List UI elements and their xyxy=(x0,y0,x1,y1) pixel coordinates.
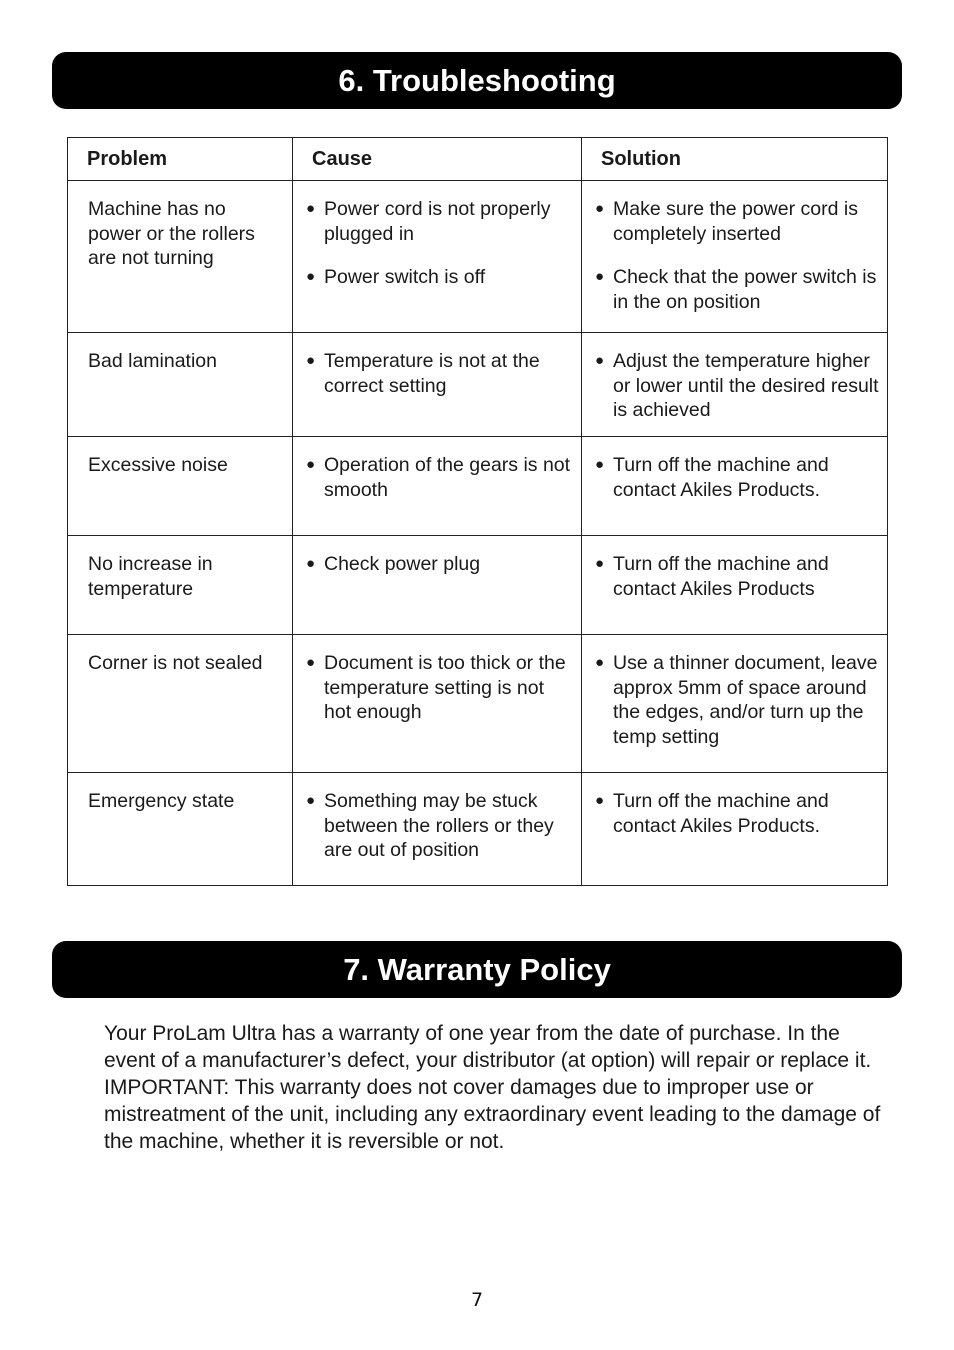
column-header-problem: Problem xyxy=(68,138,293,181)
solution-cell xyxy=(582,181,888,333)
problem-cell: Emergency state xyxy=(68,773,293,886)
cause-item: ● Document is too thick or the temperature setting is not hot enough xyxy=(306,651,573,725)
solution-cell xyxy=(582,437,888,536)
page-number: 7 xyxy=(470,1289,484,1311)
solution-item: ● Adjust the temperature higher or lower until the desired result is achieved xyxy=(595,349,879,423)
solution-cell xyxy=(582,635,888,773)
problem-cell: Excessive noise xyxy=(68,437,293,536)
cause-cell xyxy=(293,333,582,437)
table-row xyxy=(68,333,888,437)
column-header-cause: Cause xyxy=(293,138,582,181)
warranty-section-title: 7. Warranty Policy xyxy=(52,941,902,998)
solution-cell xyxy=(582,773,888,886)
solution-cell xyxy=(582,536,888,635)
cause-item: ● Power switch is off xyxy=(306,265,573,290)
solution-cell xyxy=(582,333,888,437)
cause-item: ● Temperature is not at the correct setting xyxy=(306,349,573,398)
cause-item: ● Something may be stuck between the rollers or they are out of position xyxy=(306,789,573,863)
problem-cell: Machine has no power or the rollers are not turning xyxy=(68,181,293,333)
solution-item: ● Use a thinner document, leave approx 5mm of space around the edges, and/or turn up the temp setting xyxy=(595,651,879,749)
table-row xyxy=(68,181,888,333)
solution-item: ● Check that the power switch is in the on position xyxy=(595,265,879,314)
solution-item: ● Make sure the power cord is completely inserted xyxy=(595,197,879,246)
cause-cell xyxy=(293,635,582,773)
solution-item: ● Turn off the machine and contact Akiles Products. xyxy=(595,453,879,502)
column-header-solution: Solution xyxy=(582,138,888,181)
table-row xyxy=(68,437,888,536)
problem-cell: Bad lamination xyxy=(68,333,293,437)
troubleshooting-table xyxy=(67,137,888,886)
table-row xyxy=(68,635,888,773)
warranty-paragraph: Your ProLam Ultra has a warranty of one year from the date of purchase. In the event of a manufacturer’s defect, your distributor (at option) will repair or replace it. IMPORTANT: This warranty does not cover damages due to improper use or mistreatment of the unit, including any extraordinary event leading to the damage of the machine, whether it is reversible or not. xyxy=(104,1022,881,1153)
table-row xyxy=(68,773,888,886)
solution-item: ● Turn off the machine and contact Akiles Products xyxy=(595,552,879,601)
problem-cell: Corner is not sealed xyxy=(68,635,293,773)
solution-item: ● Turn off the machine and contact Akiles Products. xyxy=(595,789,879,838)
problem-cell: No increase in temperature xyxy=(68,536,293,635)
cause-cell xyxy=(293,181,582,333)
cause-item: ● Operation of the gears is not smooth xyxy=(306,453,573,502)
cause-item: ● Power cord is not properly plugged in xyxy=(306,197,573,246)
cause-cell xyxy=(293,773,582,886)
table-row xyxy=(68,536,888,635)
cause-item: ● Check power plug xyxy=(306,552,573,577)
cause-cell xyxy=(293,536,582,635)
troubleshooting-section-title: 6. Troubleshooting xyxy=(52,52,902,109)
cause-cell xyxy=(293,437,582,536)
table-header-row xyxy=(68,138,888,181)
